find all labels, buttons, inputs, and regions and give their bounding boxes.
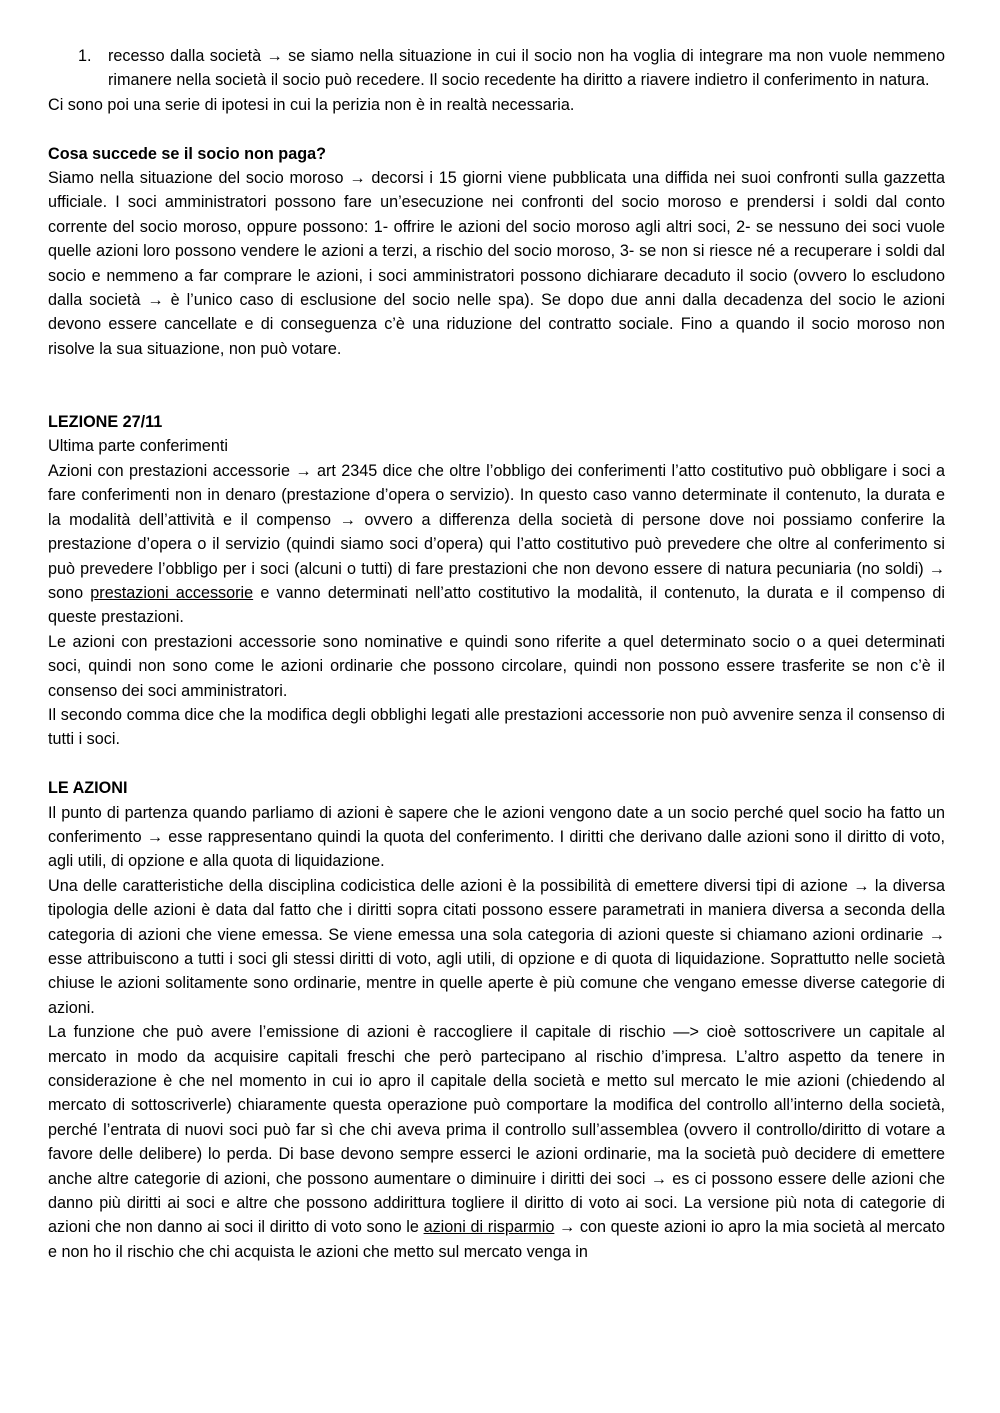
paragraph-socio-moroso: Siamo nella situazione del socio moroso → decorsi i 15 giorni viene pubblicata una diffida nei suoi confronti sulla gazzetta ufficiale. I soci amministratori possono fare un’esecuzione nei confronti del socio moroso e prendersi i soldi dal conto corrente del socio moroso, oppure possono: 1- offrire le azioni del socio moroso agli altri soci, 2- se nessuno dei soci vuole quelle azioni loro possono vendere le azioni a terzi, a rischio del socio moroso, 3- se non si riesce né a recuperare i soldi dal socio e nemmeno a far comprare le azioni, i soci amministratori possono dichiarare decaduto il socio (ovvero lo escludono dalla società → è l’unico caso di esclusione del socio nelle spa). Se dopo due anni dalla decadenza del socio le azioni devono essere cancellate e di conseguenza c’è una riduzione del contratto sociale. Fino a quando il socio moroso non risolve la sua situazione, non può votare. <box>48 169 945 358</box>
heading-le-azioni: LE AZIONI <box>48 779 128 798</box>
paragraph-secondo-comma: Il secondo comma dice che la modifica degli obblighi legati alle prestazioni accessorie non può avvenire senza il consenso di tutti i soci. <box>48 705 945 749</box>
heading-lezione: LEZIONE 27/11 <box>48 413 163 432</box>
heading-socio-moroso: Cosa succede se il socio non paga? <box>48 144 326 163</box>
paragraph-azioni-tipologie: Una delle caratteristiche della disciplina codicistica delle azioni è la possibilità di emettere diversi tipi di azione → la diversa tipologia delle azioni è data dal fatto che i diritti sopra citati possono essere parametrati in maniera diversa a seconda della categoria di azioni che viene emessa. Se viene emessa una sola categoria di azioni queste si chiamano azioni ordinarie → esse attribuiscono a tutti i soci gli stessi diritti di voto, agli utili, di opzione e di quota di liquidazione. Soprattutto nelle società chiuse le azioni solitamente sono ordinarie, mentre in quelle aperte è più comune che vengano emesse diverse categorie di azioni. <box>48 876 945 1017</box>
subtitle-lezione: Ultima parte conferimenti <box>48 437 228 456</box>
underlined-term: azioni di risparmio <box>423 1218 555 1237</box>
paragraph-prestazioni-accessorie <box>48 459 945 630</box>
text-segment: Azioni con prestazioni accessorie → art 2345 dice che oltre l’obbligo dei conferimenti l’atto costitutivo può obbligare i soci a fare conferimenti non in denaro (prestazione d’opera o servizio). In questo caso vanno determinate il contenuto, la durata e la modalità dell’attività e il compenso → ovvero a differenza della società di persone dove noi possiamo conferire la prestazione d’opera o il servizio (quindi siamo soci d’opera) qui l’atto costitutivo può prevedere che oltre al conferimento si può prevedere l’obbligo per i soci (alcuni o tutti) di fare prestazioni che non devono essere di natura pecuniaria (no soldi) → sono <box>48 461 945 602</box>
spacer <box>48 752 945 776</box>
paragraph-azioni-nominative: Le azioni con prestazioni accessorie sono nominative e quindi sono riferite a quel determinato socio o a quei determinati soci, quindi non sono come le azioni ordinarie che possono circolare, quindi non possono essere trasferite se non c’è il consenso dei soci amministratori. <box>48 632 945 700</box>
text-segment: e vanno determinati nell’atto costitutivo la modalità, il contenuto, la durata e il compenso di queste prestazioni. <box>48 583 946 627</box>
paragraph-azioni-funzione <box>48 1020 945 1264</box>
numbered-list <box>48 44 945 93</box>
paragraph-perizia: Ci sono poi una serie di ipotesi in cui la perizia non è in realtà necessaria. <box>48 95 575 114</box>
list-item-text: recesso dalla società → se siamo nella situazione in cui il socio non ha voglia di integrare ma non vuole nemmeno rimanere nella società il socio può recedere. Il socio recedente ha diritto a riavere indietro il conferimento in natura. <box>108 47 945 90</box>
list-item-number: 1. <box>78 47 92 65</box>
list-item <box>48 44 945 93</box>
spacer <box>48 361 945 410</box>
paragraph-azioni-intro: Il punto di partenza quando parliamo di azioni è sapere che le azioni vengono date a un socio perché quel socio ha fatto un conferimento → esse rappresentano quindi la quota del conferimento. I diritti che derivano dalle azioni sono il diritto di voto, agli utili, di opzione e alla quota di liquidazione. <box>48 803 945 871</box>
underlined-term: prestazioni accessorie <box>90 583 254 602</box>
text-segment: La funzione che può avere l’emissione di azioni è raccogliere il capitale di rischio —> cioè sottoscrivere un capitale al mercato in modo da acquisire capitali freschi che però partecipano al rischio d’impresa. L’altro aspetto da tenere in considerazione è che nel momento in cui io apro il capitale della società e metto sul mercato le mie azioni (chiedendo al mercato di sottoscriverle) chiaramente questa operazione può comportare la modifica del controllo all’interno della società, perché l’entrata di nuovi soci può far sì che chi aveva prima il controllo sull’assemblea (ovvero il controllo/diritto di votare a favore delle delibere) lo perda. Di base devono sempre esserci le azioni ordinarie, ma la società può decidere di emettere anche altre categorie di azioni, che possono aumentare o diminuire i diritti dei soci → es ci possono essere delle azioni che danno più diritti ai soci e altre che possono addirittura togliere il diritto di voto ai soci. La versione più nota di categorie di azioni che non danno ai soci il diritto di voto sono le <box>48 1023 945 1237</box>
text-segment: → con queste azioni io apro la mia società al mercato e non ho il rischio che chi acquista le azioni che metto sul mercato venga in <box>48 1218 946 1261</box>
document-page <box>48 44 945 1264</box>
spacer <box>48 117 945 141</box>
